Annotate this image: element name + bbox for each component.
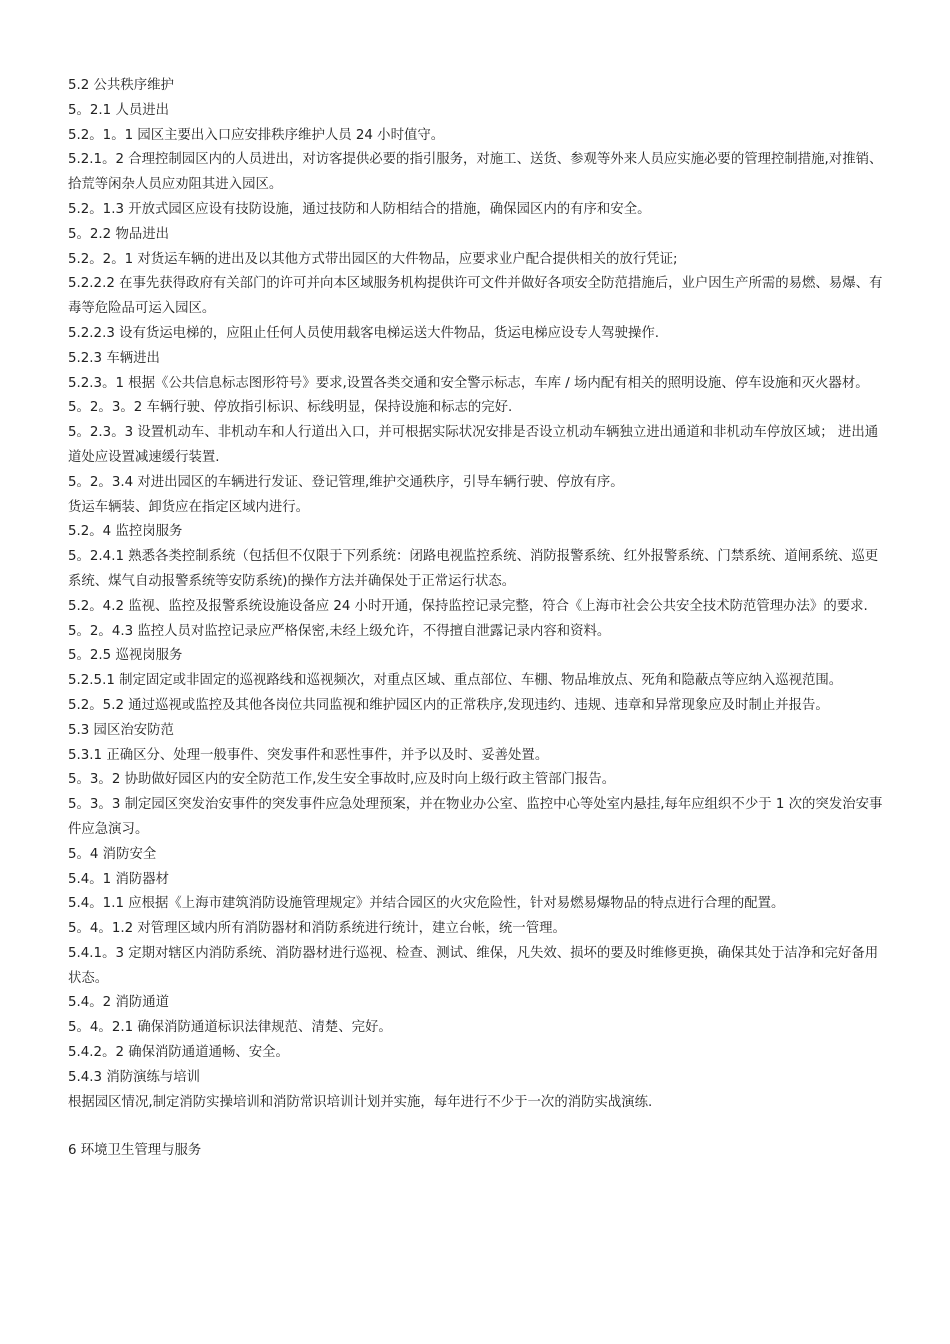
heading-5-2-4: 5.2。4 监控岗服务 xyxy=(68,524,183,540)
paragraph: 根据园区情况,制定消防实操培训和消防常识培训计划并实施，每年进行不少于一次的消防实战演练. xyxy=(68,1094,653,1110)
paragraph: 5.2。1。1 园区主要出入口应安排秩序维护人员 24 小时值守。 xyxy=(68,127,445,143)
heading-5-2-1: 5。2.1 人员进出 xyxy=(68,102,170,118)
heading-5-3: 5.3 园区治安防范 xyxy=(68,722,174,738)
paragraph: 5.2.2.2 在事先获得政府有关部门的许可并向本区域服务机构提供许可文件并做好各项安全防范措施后，业户因生产所需的易燃、易爆、有毒等危险品可运入园区。 xyxy=(68,276,883,317)
paragraph: 5。4。1.2 对管理区域内所有消防器材和消防系统进行统计，建立台帐，统一管理。 xyxy=(68,921,566,937)
paragraph: 5。3。2 协助做好园区内的安全防范工作,发生安全事故时,应及时向上级行政主管部门报告。 xyxy=(68,772,616,788)
paragraph: 5.2。4.2 监视、监控及报警系统设施设备应 24 小时开通，保持监控记录完整，符合《上海市社会公共安全技术防范管理办法》的要求. xyxy=(68,598,868,614)
paragraph: 5.2。1.3 开放式园区应设有技防设施，通过技防和人防相结合的措施，确保园区内的有序和安全。 xyxy=(68,201,651,217)
heading-5-2-3: 5.2.3 车辆进出 xyxy=(68,350,160,366)
paragraph: 5.2。5.2 通过巡视或监控及其他各岗位共同监视和维护园区内的正常秩序,发现违约、违规、违章和异常现象应及时制止并报告。 xyxy=(68,697,829,713)
paragraph: 5.4.2。2 确保消防通道通畅、安全。 xyxy=(68,1045,289,1061)
heading-5-4-2: 5.4。2 消防通道 xyxy=(68,995,170,1011)
heading-5-2-2: 5。2.2 物品进出 xyxy=(68,226,170,242)
heading-5-2: 5.2 公共秩序维护 xyxy=(68,78,174,93)
paragraph: 5。2。3。2 车辆行驶、停放指引标识、标线明显，保持设施和标志的完好. xyxy=(68,400,513,416)
heading-5-4: 5。4 消防安全 xyxy=(68,846,157,862)
paragraph: 5。2.4.1 熟悉各类控制系统（包括但不仅限于下列系统：闭路电视监控系统、消防报警系统、红外报警系统、门禁系统、道闸系统、巡更系统、煤气自动报警系统等安防系统)的操作方法并确保处于正常运行状态。 xyxy=(68,549,879,589)
paragraph: 5.4.1。3 定期对辖区内消防系统、消防器材进行巡视、检查、测试、维保，凡失效、损坏的要及时维修更换，确保其处于洁净和完好备用状态。 xyxy=(68,945,879,986)
paragraph: 5。2。3.4 对进出园区的车辆进行发证、登记管理,维护交通秩序，引导车辆行驶、停放有序。 xyxy=(68,474,624,490)
paragraph: 5。3。3 制定园区突发治安事件的突发事件应急处理预案，并在物业办公室、监控中心等处室内悬挂,每年应组织不少于 1 次的突发治安事件应急演习。 xyxy=(68,797,883,837)
paragraph: 5.2。2。1 对货运车辆的进出及以其他方式带出园区的大件物品，应要求业户配合提供相关的放行凭证; xyxy=(68,251,678,267)
document-page xyxy=(68,74,888,1164)
heading-section-6: 6 环境卫生管理与服务 xyxy=(68,1143,202,1159)
paragraph-spacer xyxy=(68,1115,888,1139)
paragraph: 5.3.1 正确区分、处理一般事件、突发事件和恶性事件，并予以及时、妥善处置。 xyxy=(68,747,549,763)
heading-5-4-3: 5.4.3 消防演练与培训 xyxy=(68,1069,201,1085)
paragraph: 5。2.3。3 设置机动车、非机动车和人行道出入口，并可根据实际状况安排是否设立机动车辆独立进出通道和非机动车停放区域； 进出通道处应设置减速缓行装置. xyxy=(68,425,879,465)
paragraph: 5。2。4.3 监控人员对监控记录应严格保密,未经上级允许，不得擅自泄露记录内容和资料。 xyxy=(68,623,611,639)
paragraph: 5.2.5.1 制定固定或非固定的巡视路线和巡视频次，对重点区域、重点部位、车棚、物品堆放点、死角和隐蔽点等应纳入巡视范围。 xyxy=(68,673,843,689)
paragraph: 5。4。2.1 确保消防通道标识法律规范、清楚、完好。 xyxy=(68,1020,392,1036)
paragraph: 5.2.2.3 设有货运电梯的，应阻止任何人员使用载客电梯运送大件物品，货运电梯应设专人驾驶操作. xyxy=(68,325,659,341)
paragraph: 5.2.1。2 合理控制园区内的人员进出，对访客提供必要的指引服务，对施工、送货、参观等外来人员应实施必要的管理控制措施,对推销、拾荒等闲杂人员应劝阻其进入园区。 xyxy=(68,152,883,193)
paragraph: 5.2.3。1 根据《公共信息标志图形符号》要求,设置各类交通和安全警示标志，车库 / 场内配有相关的照明设施、停车设施和灭火器材。 xyxy=(68,375,869,391)
heading-5-4-1: 5.4。1 消防器材 xyxy=(68,871,170,887)
heading-5-2-5: 5。2.5 巡视岗服务 xyxy=(68,648,183,664)
paragraph: 5.4。1.1 应根据《上海市建筑消防设施管理规定》并结合园区的火灾危险性，针对易燃易爆物品的特点进行合理的配置。 xyxy=(68,896,785,912)
paragraph: 货运车辆装、卸货应在指定区域内进行。 xyxy=(68,499,310,515)
